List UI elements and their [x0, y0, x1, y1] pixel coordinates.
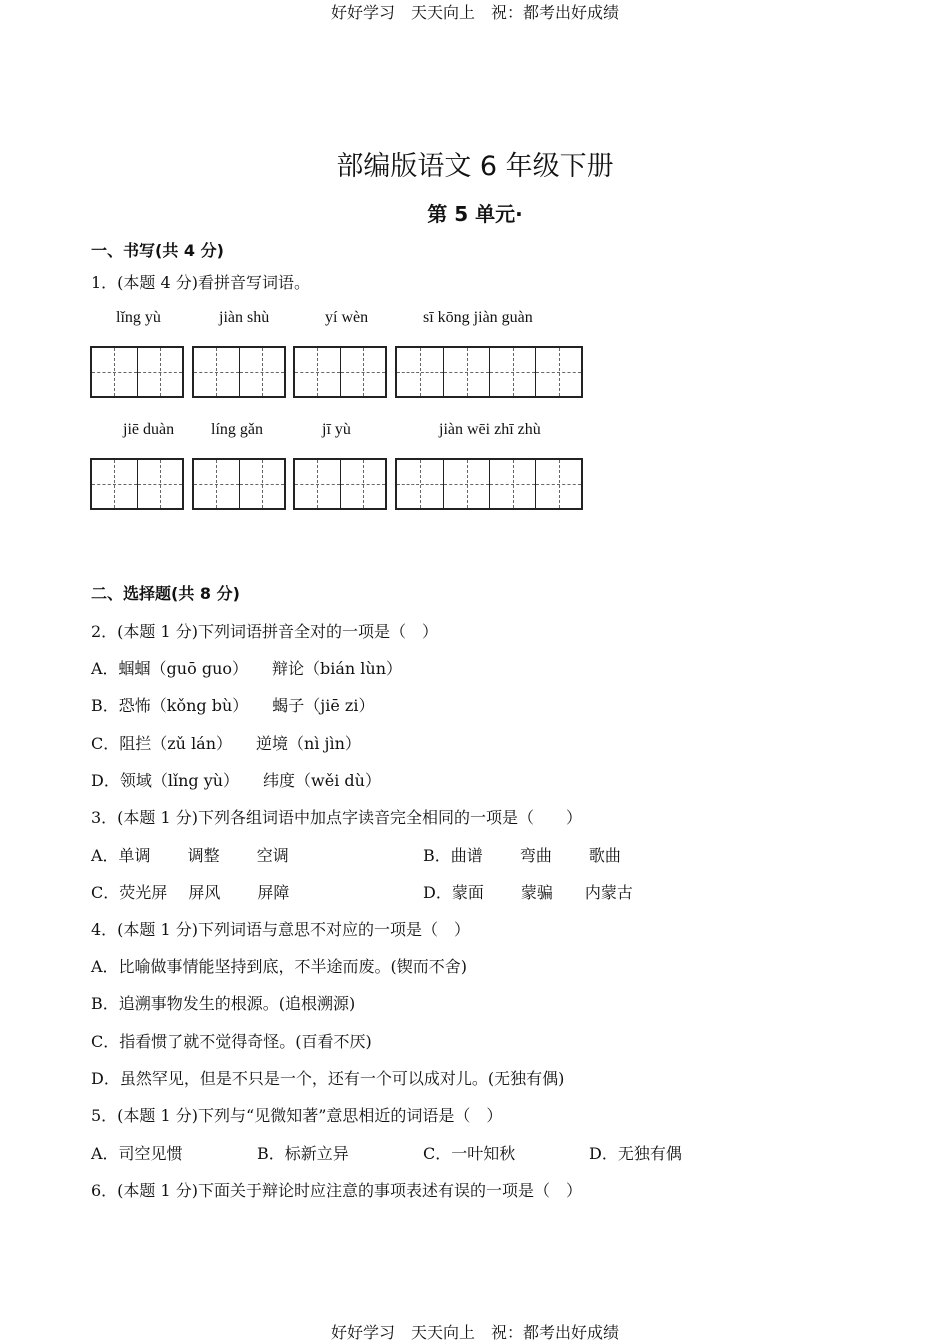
- writing-grid[interactable]: [395, 458, 583, 510]
- q5-option-c: C．一叶知秋: [423, 1144, 516, 1163]
- writing-grid[interactable]: [293, 458, 387, 510]
- q4-option-c: C．指看惯了就不觉得奇怪。(百看不厌): [91, 1032, 372, 1051]
- page-footer: 好好学习 天天向上 祝：都考出好成绩: [330, 1323, 619, 1342]
- pinyin-3: yí wèn: [325, 309, 369, 326]
- page-subtitle: 第 5 单元·: [427, 202, 523, 226]
- pinyin-5: jiē duàn: [123, 421, 175, 438]
- q4-option-d: D．虽然罕见，但是不只是一个，还有一个可以成对儿。(无独有偶): [91, 1069, 565, 1088]
- q5-stem: 5．(本题 1 分)下列与“见微知著”意思相近的词语是（ ）: [91, 1106, 503, 1125]
- pinyin-7: jī yù: [322, 421, 351, 438]
- pinyin-8: jiàn wēi zhī zhù: [439, 421, 541, 438]
- q5-option-d: D．无独有偶: [589, 1144, 682, 1163]
- q4-option-a: A．比喻做事情能坚持到底，不半途而废。(锲而不舍): [91, 957, 468, 976]
- q3-stem: 3．(本题 1 分)下列各组词语中加点字读音完全相同的一项是（ ）: [91, 808, 583, 827]
- writing-grid[interactable]: [293, 346, 387, 398]
- page-title: 部编版语文 6 年级下册: [336, 151, 614, 182]
- pinyin-2: jiàn shù: [219, 309, 270, 326]
- q3-option-a: A．单调 调整 空调: [91, 846, 289, 865]
- q2-option-b: B．恐怖（kǒng bù） 蝎子（jiē zi）: [91, 696, 375, 715]
- q6-stem: 6．(本题 1 分)下面关于辩论时应注意的事项表述有误的一项是（ ）: [91, 1181, 583, 1200]
- writing-grid[interactable]: [192, 346, 286, 398]
- writing-grid[interactable]: [192, 458, 286, 510]
- q2-option-d: D．领域（lǐng yù） 纬度（wěi dù）: [91, 771, 381, 790]
- pinyin-6: líng gǎn: [211, 421, 263, 438]
- q1-stem: 1．(本题 4 分)看拼音写词语。: [91, 273, 311, 292]
- q4-stem: 4．(本题 1 分)下列词语与意思不对应的一项是（ ）: [91, 920, 471, 939]
- pinyin-4: sī kōng jiàn guàn: [423, 309, 533, 326]
- q3-option-c: C．荧光屏 屏风 屏障: [91, 883, 290, 902]
- q5-option-a: A．司空见惯: [91, 1144, 183, 1163]
- section1-heading: 一、书写(共 4 分): [91, 241, 224, 260]
- writing-grid[interactable]: [90, 458, 184, 510]
- writing-grid[interactable]: [395, 346, 583, 398]
- q2-option-a: A．蝈蝈（guō guo） 辩论（bián lùn）: [91, 659, 403, 678]
- section2-heading: 二、选择题(共 8 分): [91, 584, 240, 603]
- q2-stem: 2．(本题 1 分)下列词语拼音全对的一项是（ ）: [91, 622, 439, 641]
- page-header: 好好学习 天天向上 祝：都考出好成绩: [330, 3, 619, 22]
- q2-option-c: C．阻拦（zǔ lán） 逆境（nì jìn）: [91, 734, 361, 753]
- q3-option-d: D．蒙面 蒙骗 内蒙古: [423, 883, 633, 902]
- q5-option-b: B．标新立异: [257, 1144, 349, 1163]
- writing-grid[interactable]: [90, 346, 184, 398]
- pinyin-1: lǐng yù: [116, 309, 161, 326]
- q3-option-b: B．曲谱 弯曲 歌曲: [423, 846, 621, 865]
- q4-option-b: B．追溯事物发生的根源。(追根溯源): [91, 994, 356, 1013]
